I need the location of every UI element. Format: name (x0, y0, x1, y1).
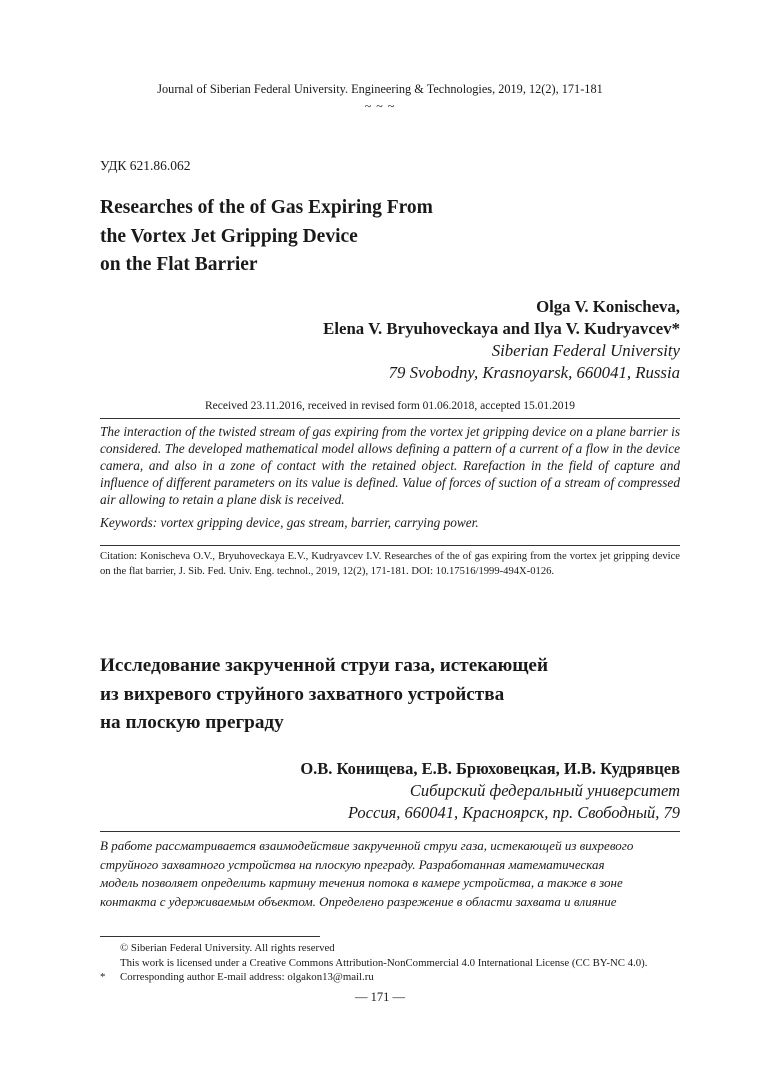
footnote-asterisk: * (100, 971, 106, 983)
english-title-line: the Vortex Jet Gripping Device (100, 225, 358, 247)
footnote-rule (100, 936, 320, 937)
russian-abstract-line: модель позволяет определить картину течения потока в камере устройства, а также в зоне (100, 875, 623, 890)
english-title-line: Researches of the of Gas Expiring From (100, 197, 433, 218)
english-keywords: Keywords: vortex gripping device, gas stream, barrier, carrying power. (100, 515, 479, 530)
russian-address: Россия, 660041, Красноярск, пр. Свободный, 79 (347, 803, 680, 822)
citation: Citation: Konischeva O.V., Bryuhoveckaya E.V., Kudryavcev I.V. Researches of the of gas expiring from the vortex jet gripping device on the flat barrier, J. Sib. Fed. Univ. Eng. technol., 2019, 12(2), 171-181. DOI: 10.17516/1999-494X-0126. (100, 551, 680, 577)
russian-authors-block (300, 758, 680, 824)
russian-abstract-line: В работе рассматривается взаимодействие закрученной струи газа, истекающей из вихревого (100, 838, 634, 853)
russian-abstract-line: струйного захватного устройства на плоскую преграду. Разработанная математическая (100, 856, 605, 872)
journal-header: Journal of Siberian Federal University. Engineering & Technologies, 2019, 12(2), 171-181 (157, 82, 603, 96)
footnotes (100, 941, 700, 985)
divider (100, 418, 680, 419)
english-abstract: The interaction of the twisted stream of gas expiring from the vortex jet gripping device on a plane barrier is considered. The developed mathematical model allows defining a pattern of a current of a flow in the device camera, and also in a zone of contact with the retained object. Rarefaction in the field of capture and influence of different parameters on its value is defined. Value of forces of suction of a stream of compressed air allowing to retain a plane disk is received. (100, 424, 680, 507)
udk-code: УДК 621.86.062 (100, 158, 191, 173)
english-affiliation: Siberian Federal University (491, 341, 680, 360)
received-dates: Received 23.11.2016, received in revised form 01.06.2018, accepted 15.01.2019 (204, 400, 576, 412)
russian-title (100, 652, 620, 738)
english-authors-line-2: Elena V. Bryuhoveckaya and Ilya V. Kudryavcev* (323, 319, 680, 338)
russian-abstract-line: контакта с удерживаемым объектом. Определено разрежение в области захвата и влияние (100, 893, 617, 909)
footnote-corresponding (100, 970, 700, 985)
english-address: 79 Svobodny, Krasnoyarsk, 660041, Russia (388, 363, 680, 382)
english-title (100, 194, 520, 280)
russian-title-line: из вихревого струйного захватного устройства (100, 683, 505, 705)
russian-title-line: на плоскую преграду (100, 712, 284, 733)
russian-authors: О.В. Конищева, Е.В. Брюховецкая, И.В. Кудрявцев (300, 759, 680, 778)
russian-abstract (100, 837, 680, 911)
english-authors-line-1: Olga V. Konischeva, (536, 297, 680, 316)
header-separator: ~ ~ ~ (364, 99, 396, 113)
divider (100, 831, 680, 832)
footnote-license: This work is licensed under a Creative Commons Attribution-NonCommercial 4.0 International License (CC BY-NC 4.0). (120, 956, 648, 969)
russian-title-line: Исследование закрученной струи газа, истекающей (100, 655, 549, 676)
english-authors-block (323, 296, 680, 384)
footnote-copyright: © Siberian Federal University. All rights reserved (120, 942, 335, 954)
russian-affiliation: Сибирский федеральный университет (409, 781, 680, 800)
english-title-line: on the Flat Barrier (100, 254, 258, 275)
divider (100, 545, 680, 546)
footnote-corresponding-text: Corresponding author E-mail address: olgakon13@mail.ru (120, 971, 374, 983)
page-number: — 171 — (355, 990, 405, 1004)
